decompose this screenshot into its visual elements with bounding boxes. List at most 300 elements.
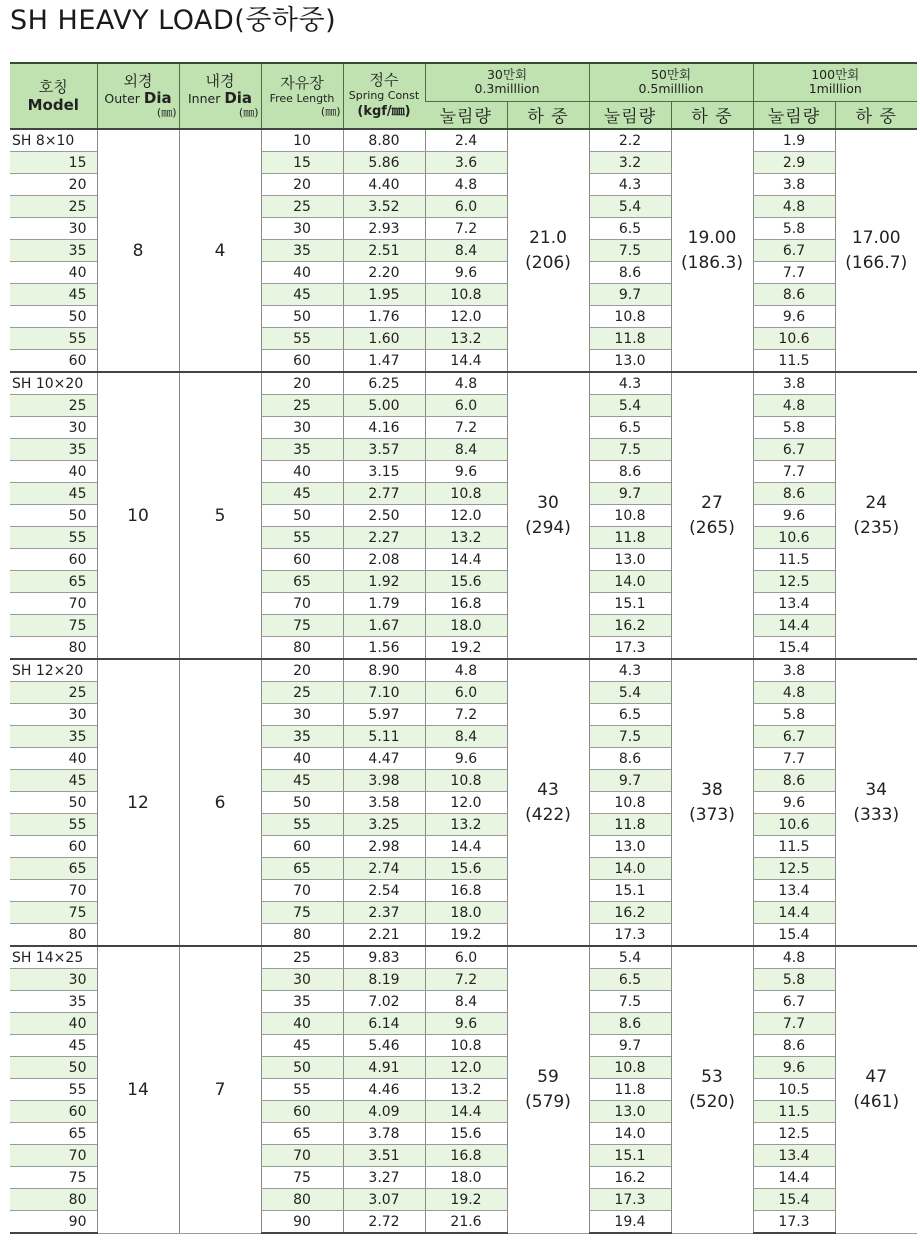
deflection-100-cell: 3.8 bbox=[753, 659, 835, 682]
header-g100-en: 1milllion bbox=[808, 81, 862, 97]
spring-const-cell: 5.86 bbox=[343, 152, 425, 174]
spring-const-cell: 4.46 bbox=[343, 1079, 425, 1101]
free-length-cell: 50 bbox=[261, 505, 343, 527]
load-100-kgf: 34 bbox=[865, 779, 888, 800]
deflection-30-cell: 6.0 bbox=[425, 196, 507, 218]
free-length-cell: 45 bbox=[261, 770, 343, 792]
model-cell: SH 8×10 bbox=[10, 129, 97, 152]
model-cell: 65 bbox=[10, 1123, 97, 1145]
inner-dia-cell: 6 bbox=[179, 659, 261, 946]
deflection-50-cell: 9.7 bbox=[589, 1035, 671, 1057]
model-cell: 70 bbox=[10, 593, 97, 615]
header-k-ko: 정수 bbox=[369, 70, 399, 89]
model-cell: 30 bbox=[10, 704, 97, 726]
deflection-30-cell: 18.0 bbox=[425, 1167, 507, 1189]
deflection-30-cell: 9.6 bbox=[425, 461, 507, 483]
deflection-100-cell: 4.8 bbox=[753, 946, 835, 969]
model-cell: 50 bbox=[10, 505, 97, 527]
deflection-100-cell: 8.6 bbox=[753, 1035, 835, 1057]
deflection-50-cell: 16.2 bbox=[589, 902, 671, 924]
free-length-cell: 65 bbox=[261, 858, 343, 880]
model-cell: 40 bbox=[10, 748, 97, 770]
deflection-50-cell: 4.3 bbox=[589, 174, 671, 196]
model-cell: 80 bbox=[10, 1189, 97, 1211]
deflection-100-cell: 10.6 bbox=[753, 328, 835, 350]
model-cell: 50 bbox=[10, 1057, 97, 1079]
free-length-cell: 25 bbox=[261, 395, 343, 417]
load-50-kgf: 27 bbox=[701, 492, 723, 513]
header-model-en: Model bbox=[27, 95, 79, 114]
deflection-50-cell: 7.5 bbox=[589, 240, 671, 262]
deflection-50-cell: 15.1 bbox=[589, 593, 671, 615]
deflection-100-cell: 13.4 bbox=[753, 593, 835, 615]
spring-const-cell: 2.50 bbox=[343, 505, 425, 527]
deflection-50-cell: 11.8 bbox=[589, 328, 671, 350]
free-length-cell: 60 bbox=[261, 836, 343, 858]
spring-const-cell: 5.97 bbox=[343, 704, 425, 726]
deflection-100-cell: 14.4 bbox=[753, 615, 835, 637]
model-cell: 60 bbox=[10, 1101, 97, 1123]
deflection-50-cell: 5.4 bbox=[589, 682, 671, 704]
spring-const-cell: 2.54 bbox=[343, 880, 425, 902]
deflection-100-cell: 11.5 bbox=[753, 350, 835, 373]
deflection-30-cell: 12.0 bbox=[425, 505, 507, 527]
spring-const-cell: 2.77 bbox=[343, 483, 425, 505]
deflection-100-cell: 15.4 bbox=[753, 924, 835, 947]
spring-const-cell: 1.79 bbox=[343, 593, 425, 615]
deflection-100-cell: 9.6 bbox=[753, 306, 835, 328]
deflection-100-cell: 10.6 bbox=[753, 814, 835, 836]
deflection-100-cell: 1.9 bbox=[753, 129, 835, 152]
deflection-100-cell: 5.8 bbox=[753, 704, 835, 726]
free-length-cell: 60 bbox=[261, 350, 343, 373]
deflection-30-cell: 19.2 bbox=[425, 637, 507, 660]
deflection-50-cell: 17.3 bbox=[589, 637, 671, 660]
deflection-50-cell: 13.0 bbox=[589, 549, 671, 571]
spec-table bbox=[10, 62, 917, 1234]
header-model-ko: 호칭 bbox=[38, 77, 68, 96]
deflection-30-cell: 10.8 bbox=[425, 770, 507, 792]
spring-const-cell: 3.51 bbox=[343, 1145, 425, 1167]
spring-const-cell: 8.90 bbox=[343, 659, 425, 682]
free-length-cell: 50 bbox=[261, 1057, 343, 1079]
spring-const-cell: 2.27 bbox=[343, 527, 425, 549]
spring-const-cell: 7.02 bbox=[343, 991, 425, 1013]
free-length-cell: 40 bbox=[261, 262, 343, 284]
deflection-30-cell: 10.8 bbox=[425, 1035, 507, 1057]
deflection-50-cell: 8.6 bbox=[589, 1013, 671, 1035]
header-g50-en: 0.5milllion bbox=[638, 81, 704, 97]
deflection-30-cell: 4.8 bbox=[425, 372, 507, 395]
deflection-30-cell: 7.2 bbox=[425, 417, 507, 439]
deflection-100-cell: 10.6 bbox=[753, 527, 835, 549]
load-50-n: (520) bbox=[689, 1091, 735, 1112]
model-cell: 75 bbox=[10, 615, 97, 637]
load-30-kgf: 43 bbox=[537, 779, 559, 800]
deflection-100-cell: 5.8 bbox=[753, 218, 835, 240]
spring-const-cell: 3.07 bbox=[343, 1189, 425, 1211]
deflection-30-cell: 14.4 bbox=[425, 350, 507, 373]
deflection-50-cell: 6.5 bbox=[589, 969, 671, 991]
inner-dia-cell: 4 bbox=[179, 129, 261, 372]
header-outer-dia bbox=[97, 63, 179, 129]
deflection-30-cell: 9.6 bbox=[425, 748, 507, 770]
deflection-100-cell: 3.8 bbox=[753, 174, 835, 196]
deflection-30-cell: 16.8 bbox=[425, 593, 507, 615]
free-length-cell: 15 bbox=[261, 152, 343, 174]
deflection-50-cell: 14.0 bbox=[589, 1123, 671, 1145]
deflection-30-cell: 15.6 bbox=[425, 858, 507, 880]
spring-const-cell: 2.51 bbox=[343, 240, 425, 262]
spring-const-cell: 3.52 bbox=[343, 196, 425, 218]
load-30-cell bbox=[507, 129, 589, 372]
load-100-cell bbox=[835, 129, 917, 372]
load-30-n: (294) bbox=[525, 517, 571, 538]
free-length-cell: 40 bbox=[261, 461, 343, 483]
load-100-n: (461) bbox=[853, 1091, 900, 1112]
deflection-100-cell: 4.8 bbox=[753, 196, 835, 218]
deflection-50-cell: 4.3 bbox=[589, 372, 671, 395]
load-50-n: (186.3) bbox=[681, 252, 743, 273]
spring-const-cell: 2.72 bbox=[343, 1211, 425, 1234]
deflection-50-cell: 9.7 bbox=[589, 770, 671, 792]
free-length-cell: 30 bbox=[261, 704, 343, 726]
header-inner-dia bbox=[179, 63, 261, 129]
header-defl-30: 눌림량 bbox=[425, 101, 507, 129]
deflection-30-cell: 8.4 bbox=[425, 439, 507, 461]
deflection-50-cell: 19.4 bbox=[589, 1211, 671, 1234]
free-length-cell: 50 bbox=[261, 792, 343, 814]
header-load-100: 하 중 bbox=[835, 101, 917, 129]
deflection-100-cell: 9.6 bbox=[753, 792, 835, 814]
free-length-cell: 25 bbox=[261, 682, 343, 704]
outer-dia-cell: 14 bbox=[97, 946, 179, 1233]
model-cell: 30 bbox=[10, 417, 97, 439]
spring-const-cell: 5.11 bbox=[343, 726, 425, 748]
free-length-cell: 30 bbox=[261, 218, 343, 240]
spring-const-cell: 2.20 bbox=[343, 262, 425, 284]
load-30-kgf: 21.0 bbox=[529, 227, 567, 248]
free-length-cell: 40 bbox=[261, 1013, 343, 1035]
spring-const-cell: 6.25 bbox=[343, 372, 425, 395]
deflection-100-cell: 12.5 bbox=[753, 858, 835, 880]
deflection-100-cell: 7.7 bbox=[753, 461, 835, 483]
spring-const-cell: 2.21 bbox=[343, 924, 425, 947]
model-cell: 75 bbox=[10, 902, 97, 924]
free-length-cell: 90 bbox=[261, 1211, 343, 1234]
deflection-30-cell: 13.2 bbox=[425, 1079, 507, 1101]
deflection-50-cell: 13.0 bbox=[589, 1101, 671, 1123]
model-cell: 60 bbox=[10, 549, 97, 571]
header-k-en: Spring Const bbox=[348, 88, 420, 102]
spring-const-cell: 3.15 bbox=[343, 461, 425, 483]
spring-const-cell: 2.37 bbox=[343, 902, 425, 924]
free-length-cell: 45 bbox=[261, 284, 343, 306]
spring-const-cell: 5.46 bbox=[343, 1035, 425, 1057]
deflection-100-cell: 14.4 bbox=[753, 902, 835, 924]
deflection-100-cell: 7.7 bbox=[753, 262, 835, 284]
header-free-length bbox=[261, 63, 343, 129]
free-length-cell: 55 bbox=[261, 527, 343, 549]
deflection-30-cell: 14.4 bbox=[425, 836, 507, 858]
deflection-30-cell: 21.6 bbox=[425, 1211, 507, 1234]
model-cell: 65 bbox=[10, 571, 97, 593]
spring-const-cell: 2.08 bbox=[343, 549, 425, 571]
deflection-100-cell: 9.6 bbox=[753, 1057, 835, 1079]
load-30-n: (206) bbox=[525, 252, 571, 273]
deflection-50-cell: 11.8 bbox=[589, 527, 671, 549]
table-row bbox=[10, 946, 917, 969]
deflection-30-cell: 6.0 bbox=[425, 682, 507, 704]
deflection-50-cell: 10.8 bbox=[589, 1057, 671, 1079]
header-g100-ko: 100만회 bbox=[811, 67, 860, 83]
load-50-kgf: 53 bbox=[701, 1066, 723, 1087]
model-cell: 15 bbox=[10, 152, 97, 174]
header-k-unit: (kgf/㎜) bbox=[357, 103, 411, 119]
model-cell: 40 bbox=[10, 1013, 97, 1035]
model-cell: 90 bbox=[10, 1211, 97, 1234]
load-100-n: (235) bbox=[853, 517, 900, 538]
load-30-cell bbox=[507, 946, 589, 1233]
deflection-100-cell: 2.9 bbox=[753, 152, 835, 174]
deflection-30-cell: 10.8 bbox=[425, 483, 507, 505]
deflection-100-cell: 7.7 bbox=[753, 1013, 835, 1035]
deflection-50-cell: 8.6 bbox=[589, 262, 671, 284]
deflection-30-cell: 14.4 bbox=[425, 549, 507, 571]
header-model bbox=[10, 63, 97, 129]
model-cell: 25 bbox=[10, 395, 97, 417]
header-g30-en: 0.3milllion bbox=[474, 81, 540, 97]
model-cell: 75 bbox=[10, 1167, 97, 1189]
model-cell: 35 bbox=[10, 726, 97, 748]
header-outer-unit: (㎜) bbox=[156, 106, 177, 119]
free-length-cell: 35 bbox=[261, 726, 343, 748]
header-outer-dia-bold: Dia bbox=[143, 89, 172, 107]
deflection-100-cell: 11.5 bbox=[753, 836, 835, 858]
model-cell: 55 bbox=[10, 527, 97, 549]
inner-dia-cell: 7 bbox=[179, 946, 261, 1233]
header-inner-ko: 내경 bbox=[205, 72, 235, 90]
free-length-cell: 75 bbox=[261, 1167, 343, 1189]
model-cell: 65 bbox=[10, 858, 97, 880]
spring-const-cell: 1.67 bbox=[343, 615, 425, 637]
deflection-100-cell: 8.6 bbox=[753, 284, 835, 306]
free-length-cell: 80 bbox=[261, 924, 343, 947]
header-free-ko: 자유장 bbox=[280, 73, 324, 92]
deflection-50-cell: 8.6 bbox=[589, 461, 671, 483]
deflection-30-cell: 10.8 bbox=[425, 284, 507, 306]
deflection-100-cell: 17.3 bbox=[753, 1211, 835, 1234]
model-cell: 45 bbox=[10, 284, 97, 306]
deflection-50-cell: 15.1 bbox=[589, 1145, 671, 1167]
deflection-50-cell: 10.8 bbox=[589, 505, 671, 527]
deflection-100-cell: 4.8 bbox=[753, 395, 835, 417]
deflection-30-cell: 18.0 bbox=[425, 902, 507, 924]
deflection-30-cell: 6.0 bbox=[425, 946, 507, 969]
load-50-kgf: 38 bbox=[701, 779, 723, 800]
outer-dia-cell: 8 bbox=[97, 129, 179, 372]
spring-const-cell: 9.83 bbox=[343, 946, 425, 969]
spring-const-cell: 2.98 bbox=[343, 836, 425, 858]
header-inner-dia-bold: Dia bbox=[224, 89, 253, 107]
load-50-cell bbox=[671, 659, 753, 946]
deflection-50-cell: 4.3 bbox=[589, 659, 671, 682]
deflection-100-cell: 13.4 bbox=[753, 1145, 835, 1167]
free-length-cell: 80 bbox=[261, 1189, 343, 1211]
deflection-100-cell: 15.4 bbox=[753, 637, 835, 660]
free-length-cell: 70 bbox=[261, 880, 343, 902]
spring-const-cell: 7.10 bbox=[343, 682, 425, 704]
spring-const-cell: 4.16 bbox=[343, 417, 425, 439]
outer-dia-cell: 10 bbox=[97, 372, 179, 659]
header-free-en: Free Length bbox=[269, 91, 335, 105]
deflection-30-cell: 8.4 bbox=[425, 991, 507, 1013]
model-cell: 55 bbox=[10, 328, 97, 350]
deflection-30-cell: 13.2 bbox=[425, 527, 507, 549]
deflection-30-cell: 15.6 bbox=[425, 1123, 507, 1145]
free-length-cell: 20 bbox=[261, 174, 343, 196]
deflection-100-cell: 10.5 bbox=[753, 1079, 835, 1101]
page-title: SH HEAVY LOAD(중하중) bbox=[10, 5, 337, 36]
free-length-cell: 35 bbox=[261, 240, 343, 262]
deflection-100-cell: 15.4 bbox=[753, 1189, 835, 1211]
free-length-cell: 60 bbox=[261, 1101, 343, 1123]
load-30-n: (422) bbox=[525, 804, 571, 825]
spring-const-cell: 3.58 bbox=[343, 792, 425, 814]
load-100-kgf: 24 bbox=[865, 492, 888, 513]
header-group-100 bbox=[753, 63, 917, 101]
deflection-100-cell: 12.5 bbox=[753, 1123, 835, 1145]
free-length-cell: 75 bbox=[261, 902, 343, 924]
deflection-50-cell: 17.3 bbox=[589, 1189, 671, 1211]
deflection-50-cell: 16.2 bbox=[589, 615, 671, 637]
model-cell: SH 10×20 bbox=[10, 372, 97, 395]
table-row bbox=[10, 372, 917, 395]
header-g50-ko: 50만회 bbox=[650, 67, 692, 83]
deflection-30-cell: 8.4 bbox=[425, 726, 507, 748]
header-defl-100: 눌림량 bbox=[753, 101, 835, 129]
free-length-cell: 80 bbox=[261, 637, 343, 660]
spring-const-cell: 4.09 bbox=[343, 1101, 425, 1123]
model-cell: 55 bbox=[10, 814, 97, 836]
deflection-50-cell: 15.1 bbox=[589, 880, 671, 902]
header-group-50 bbox=[589, 63, 753, 101]
load-100-cell bbox=[835, 946, 917, 1233]
load-30-n: (579) bbox=[525, 1091, 571, 1112]
spring-const-cell: 5.00 bbox=[343, 395, 425, 417]
model-cell: 45 bbox=[10, 483, 97, 505]
model-cell: 25 bbox=[10, 196, 97, 218]
spring-const-cell: 1.92 bbox=[343, 571, 425, 593]
spring-const-cell: 2.74 bbox=[343, 858, 425, 880]
spring-const-cell: 1.76 bbox=[343, 306, 425, 328]
deflection-100-cell: 5.8 bbox=[753, 969, 835, 991]
deflection-50-cell: 13.0 bbox=[589, 836, 671, 858]
free-length-cell: 50 bbox=[261, 306, 343, 328]
deflection-50-cell: 6.5 bbox=[589, 704, 671, 726]
deflection-100-cell: 14.4 bbox=[753, 1167, 835, 1189]
deflection-30-cell: 4.8 bbox=[425, 174, 507, 196]
free-length-cell: 70 bbox=[261, 1145, 343, 1167]
deflection-30-cell: 15.6 bbox=[425, 571, 507, 593]
load-100-kgf: 17.00 bbox=[851, 227, 901, 248]
load-50-n: (373) bbox=[689, 804, 735, 825]
deflection-30-cell: 12.0 bbox=[425, 792, 507, 814]
spring-const-cell: 4.91 bbox=[343, 1057, 425, 1079]
deflection-50-cell: 11.8 bbox=[589, 814, 671, 836]
free-length-cell: 55 bbox=[261, 1079, 343, 1101]
deflection-50-cell: 17.3 bbox=[589, 924, 671, 947]
load-50-cell bbox=[671, 372, 753, 659]
spring-const-cell: 3.98 bbox=[343, 770, 425, 792]
model-cell: SH 14×25 bbox=[10, 946, 97, 969]
spring-const-cell: 1.60 bbox=[343, 328, 425, 350]
deflection-30-cell: 6.0 bbox=[425, 395, 507, 417]
load-100-kgf: 47 bbox=[865, 1066, 888, 1087]
model-cell: 30 bbox=[10, 218, 97, 240]
deflection-30-cell: 19.2 bbox=[425, 1189, 507, 1211]
free-length-cell: 20 bbox=[261, 659, 343, 682]
deflection-50-cell: 6.5 bbox=[589, 417, 671, 439]
free-length-cell: 40 bbox=[261, 748, 343, 770]
deflection-50-cell: 10.8 bbox=[589, 306, 671, 328]
deflection-30-cell: 13.2 bbox=[425, 328, 507, 350]
spring-const-cell: 1.95 bbox=[343, 284, 425, 306]
deflection-50-cell: 14.0 bbox=[589, 571, 671, 593]
header-inner-unit: (㎜) bbox=[238, 106, 259, 119]
header-spring-const bbox=[343, 63, 425, 129]
deflection-50-cell: 13.0 bbox=[589, 350, 671, 373]
load-30-cell bbox=[507, 372, 589, 659]
free-length-cell: 45 bbox=[261, 1035, 343, 1057]
model-cell: 55 bbox=[10, 1079, 97, 1101]
deflection-30-cell: 7.2 bbox=[425, 218, 507, 240]
free-length-cell: 65 bbox=[261, 571, 343, 593]
deflection-100-cell: 9.6 bbox=[753, 505, 835, 527]
outer-dia-cell: 12 bbox=[97, 659, 179, 946]
header-outer-ko: 외경 bbox=[123, 72, 153, 90]
model-cell: 40 bbox=[10, 461, 97, 483]
load-100-cell bbox=[835, 659, 917, 946]
free-length-cell: 25 bbox=[261, 946, 343, 969]
deflection-100-cell: 8.6 bbox=[753, 770, 835, 792]
load-50-n: (265) bbox=[689, 517, 735, 538]
deflection-100-cell: 12.5 bbox=[753, 571, 835, 593]
model-cell: 35 bbox=[10, 240, 97, 262]
model-cell: 30 bbox=[10, 969, 97, 991]
model-cell: 60 bbox=[10, 350, 97, 373]
model-cell: SH 12×20 bbox=[10, 659, 97, 682]
model-cell: 80 bbox=[10, 924, 97, 947]
deflection-50-cell: 7.5 bbox=[589, 439, 671, 461]
model-cell: 80 bbox=[10, 637, 97, 660]
load-30-kgf: 59 bbox=[537, 1066, 559, 1087]
header-group-30 bbox=[425, 63, 589, 101]
model-cell: 45 bbox=[10, 1035, 97, 1057]
model-cell: 70 bbox=[10, 880, 97, 902]
inner-dia-cell: 5 bbox=[179, 372, 261, 659]
deflection-30-cell: 18.0 bbox=[425, 615, 507, 637]
deflection-30-cell: 7.2 bbox=[425, 704, 507, 726]
deflection-100-cell: 8.6 bbox=[753, 483, 835, 505]
spring-const-cell: 6.14 bbox=[343, 1013, 425, 1035]
deflection-30-cell: 19.2 bbox=[425, 924, 507, 947]
table-row bbox=[10, 659, 917, 682]
spring-const-cell: 1.56 bbox=[343, 637, 425, 660]
deflection-100-cell: 4.8 bbox=[753, 682, 835, 704]
deflection-30-cell: 13.2 bbox=[425, 814, 507, 836]
table-row bbox=[10, 129, 917, 152]
